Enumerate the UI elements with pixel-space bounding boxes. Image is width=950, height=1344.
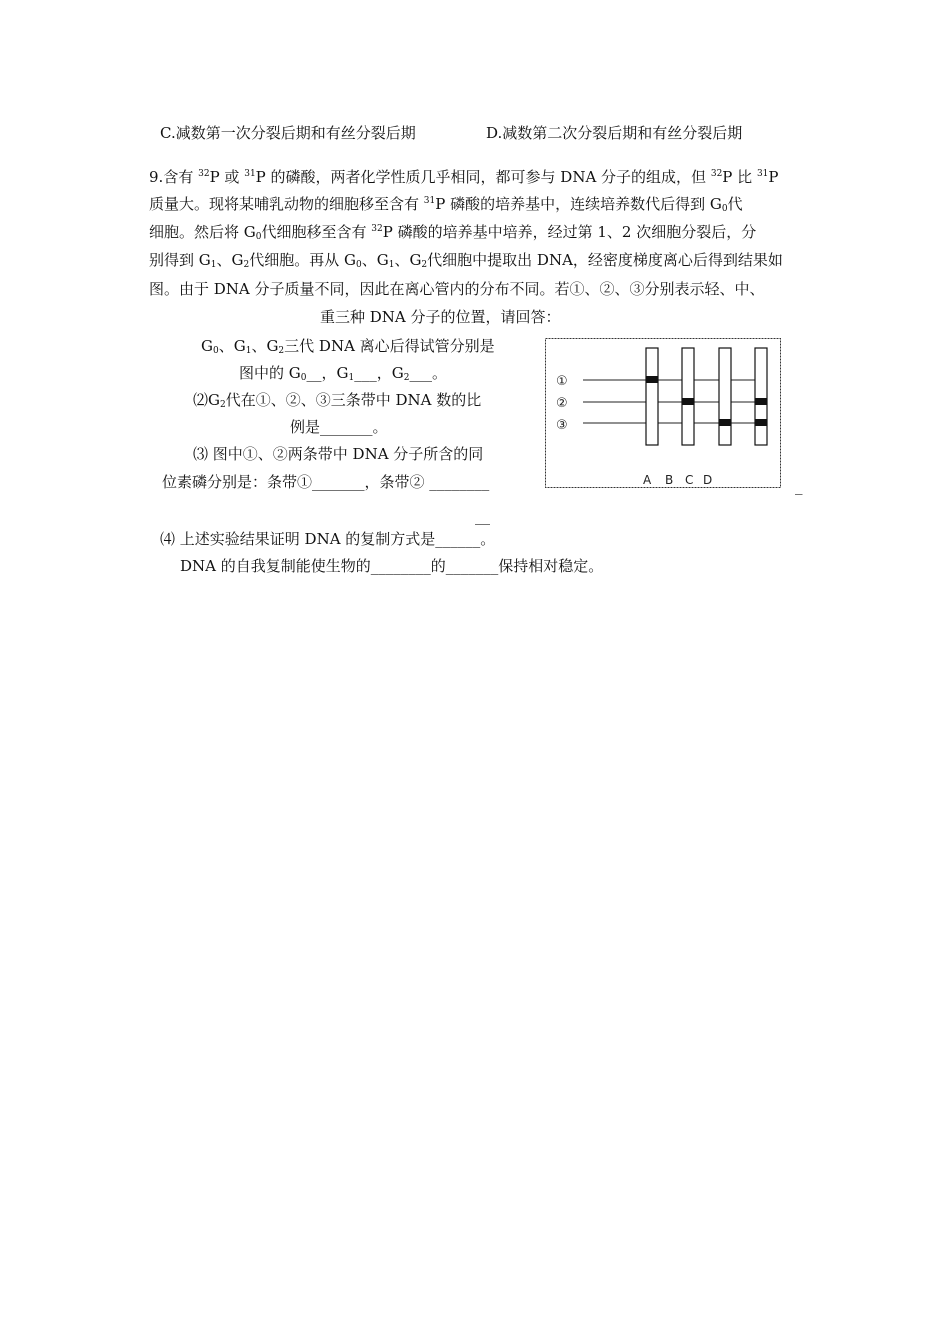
option-c: C.减数第一次分裂后期和有丝分裂后期 bbox=[160, 124, 416, 142]
tube-d bbox=[755, 348, 767, 445]
sub-question-3-line-1: ⑶ 图中①、②两条带中 DNA 分子所含的同 bbox=[193, 445, 484, 463]
sub-question-1-line-1: $G_0$、$G_1$、$G_2$三代 DNA 离心后得试管分别是 bbox=[201, 337, 495, 356]
dna-band bbox=[646, 376, 658, 383]
tube-label-c: C bbox=[685, 473, 694, 487]
sub-question-2-line-1: $⑵G_2$代在①、②、③三条带中 DNA 数的比 bbox=[193, 391, 482, 410]
question-9-line-5: 图。由于 DNA 分子质量不同，因此在离心管内的分布不同。若①、②、③分别表示轻、中、 bbox=[149, 280, 765, 298]
answer-blank[interactable]: ________ bbox=[429, 473, 490, 491]
sub-question-4-line-2: DNA 的自我复制能使生物的________的_______保持相对稳定。 bbox=[180, 557, 604, 575]
question-number: 9. bbox=[149, 168, 164, 186]
sub-question-3-line-2: 位素磷分别是：条带①_______，条带② ________ bbox=[162, 473, 490, 491]
option-d: D.减数第二次分裂后期和有丝分裂后期 bbox=[486, 124, 743, 142]
sub-question-3-tail-2: __ bbox=[475, 507, 490, 525]
tube-label-a: A bbox=[643, 473, 652, 487]
sub-question-1-line-2: 图中的 $G_0\_\_$，$G_1\_\_\_$，$G_2\_\_\_$。 bbox=[239, 364, 447, 383]
question-9-line-3: 细胞。然后将 $G_0$代细胞移至含有 $^{32}$P 磷酸的培养基中培养，经过第 1、2 次细胞分裂后，分 bbox=[149, 223, 757, 242]
dna-band bbox=[755, 398, 767, 405]
sub-question-4-line-1: ⑷ 上述实验结果证明 DNA 的复制方式是______。 bbox=[160, 530, 496, 548]
sub-question-2-line-2: 例是_______。 bbox=[290, 418, 388, 436]
tube-label-b: B bbox=[665, 473, 674, 487]
tube-label-d: D bbox=[703, 473, 713, 487]
centrifuge-tube-diagram bbox=[545, 338, 781, 488]
dna-band bbox=[755, 419, 767, 426]
tube-b bbox=[682, 348, 694, 445]
tube-a bbox=[646, 348, 658, 445]
dna-band bbox=[719, 419, 731, 426]
tube-c bbox=[719, 348, 731, 445]
diagram-frame bbox=[546, 339, 781, 488]
band-label-1: ① bbox=[556, 374, 568, 389]
question-9-line-2: 质量大。现将某哺乳动物的细胞移至含有 $^{31}$P 磷酸的培养基中，连续培养数代后得到 $G_0$代 bbox=[149, 195, 743, 214]
band-label-2: ② bbox=[556, 396, 568, 411]
question-9-line-4: 别得到 $G_1$、$G_2$代细胞。再从 $G_0$、$G_1$、$G_2$代细胞中提取出 DNA，经密度梯度离心后得到结果如 bbox=[149, 251, 783, 270]
question-9-line-1: 9.含有 $^{32}$P 或 $^{31}$P 的磷酸，两者化学性质几乎相同，都可参与 DNA 分子的组成，但 $^{32}$P 比 $^{31}$P bbox=[149, 168, 779, 186]
dna-band bbox=[682, 398, 694, 405]
sub-question-3-tail-1: _ bbox=[795, 477, 803, 495]
band-label-3: ③ bbox=[556, 418, 568, 433]
question-9-line-6: 重三种 DNA 分子的位置，请回答： bbox=[320, 308, 561, 326]
